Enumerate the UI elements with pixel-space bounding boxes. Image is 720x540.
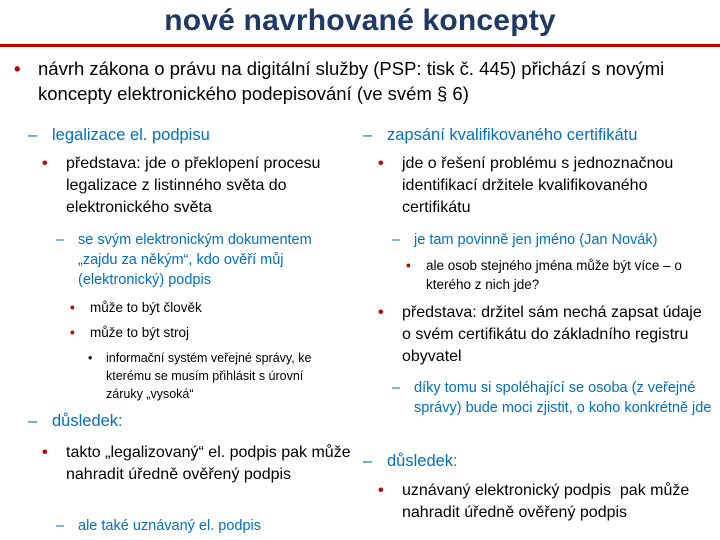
right-same-name: ale osob stejného jména může být více – o kterého z nich jde? bbox=[426, 258, 682, 292]
right-heading: zapsání kvalifikovaného certifikátu bbox=[387, 126, 638, 144]
dash-icon: – bbox=[363, 452, 373, 470]
dash-icon: – bbox=[56, 232, 65, 248]
left-idea: představa: jde o překlopení procesu legalizace z listinného světa do elektronického světa bbox=[66, 155, 321, 216]
left-sub-item bbox=[56, 230, 346, 290]
right-heading-item bbox=[363, 124, 715, 146]
bullet-dot-icon: • bbox=[14, 58, 21, 79]
right-consequence-heading-item bbox=[363, 450, 703, 472]
bullet-dot-icon: • bbox=[378, 304, 384, 321]
right-consequence-heading: důsledek: bbox=[387, 452, 458, 470]
bullet-dot-icon: • bbox=[406, 258, 411, 273]
right-only-name-item bbox=[392, 230, 714, 250]
right-only-name: je tam povinně jen jméno (Jan Novák) bbox=[414, 232, 658, 248]
left-consequence-heading-item bbox=[28, 410, 358, 432]
bullet-dot-icon: • bbox=[378, 482, 384, 499]
intro-item bbox=[14, 56, 714, 106]
left-machine-detail-item bbox=[88, 349, 338, 403]
left-consequence-sub: ale také uznávaný el. podpis bbox=[78, 518, 261, 534]
right-problem-item bbox=[378, 153, 714, 219]
left-heading-item bbox=[28, 124, 358, 146]
left-consequence-sub-item bbox=[56, 516, 356, 536]
bullet-dot-icon: • bbox=[88, 351, 93, 365]
dash-icon: – bbox=[392, 380, 401, 396]
right-idea-item bbox=[378, 302, 714, 368]
left-person-item bbox=[70, 298, 340, 317]
left-consequence-heading: důsledek: bbox=[52, 412, 123, 430]
right-benefit-item bbox=[392, 378, 714, 418]
right-benefit: díky tomu si spoléhající se osoba (z veřejné správy) bude moci zjistit, o koho konkrétně jde bbox=[414, 380, 712, 416]
bullet-dot-icon: • bbox=[378, 155, 384, 172]
page-title: nové navrhované koncepty bbox=[164, 4, 556, 37]
title-divider bbox=[0, 44, 720, 47]
left-consequence: takto „legalizovaný“ el. podpis pak může nahradit úředně ověřený podpis bbox=[66, 444, 351, 483]
left-machine-detail: informační systém veřejné správy, ke kterému se musím přihlásit s úrovní záruky „vysoká“ bbox=[106, 351, 312, 401]
bullet-dot-icon: • bbox=[70, 300, 75, 315]
left-machine: může to být stroj bbox=[90, 325, 190, 340]
right-idea: představa: držitel sám nechá zapsat údaje o svém certifikátu do základního registru obyvatel bbox=[402, 304, 702, 365]
right-problem: jde o řešení problému s jednoznačnou identifikací držitele kvalifikovaného certifikátu bbox=[402, 155, 674, 216]
dash-icon: – bbox=[28, 126, 38, 144]
bullet-dot-icon: • bbox=[42, 155, 48, 172]
right-consequence-item bbox=[378, 480, 714, 524]
dash-icon: – bbox=[56, 518, 65, 534]
right-consequence: uznávaný elektronický podpis pak může nahradit úředně ověřený podpis bbox=[402, 482, 694, 521]
left-person: může to být člověk bbox=[90, 300, 202, 315]
bullet-dot-icon: • bbox=[70, 325, 75, 340]
dash-icon: – bbox=[28, 412, 38, 430]
dash-icon: – bbox=[363, 126, 373, 144]
intro-text: návrh zákona o právu na digitální služby (PSP: tisk č. 445) přichází s novými koncepty elektronického podepisování (ve svém § 6) bbox=[38, 58, 665, 104]
left-consequence-item bbox=[42, 442, 362, 486]
left-sub: se svým elektronickým dokumentem „zajdu za někým“, kdo ověří můj (elektronický) podpis bbox=[78, 232, 312, 288]
left-heading: legalizace el. podpisu bbox=[52, 126, 210, 144]
bullet-dot-icon: • bbox=[42, 444, 48, 461]
dash-icon: – bbox=[392, 232, 401, 248]
right-same-name-item bbox=[406, 256, 706, 294]
left-machine-item bbox=[70, 323, 340, 342]
left-idea-item bbox=[42, 153, 342, 219]
